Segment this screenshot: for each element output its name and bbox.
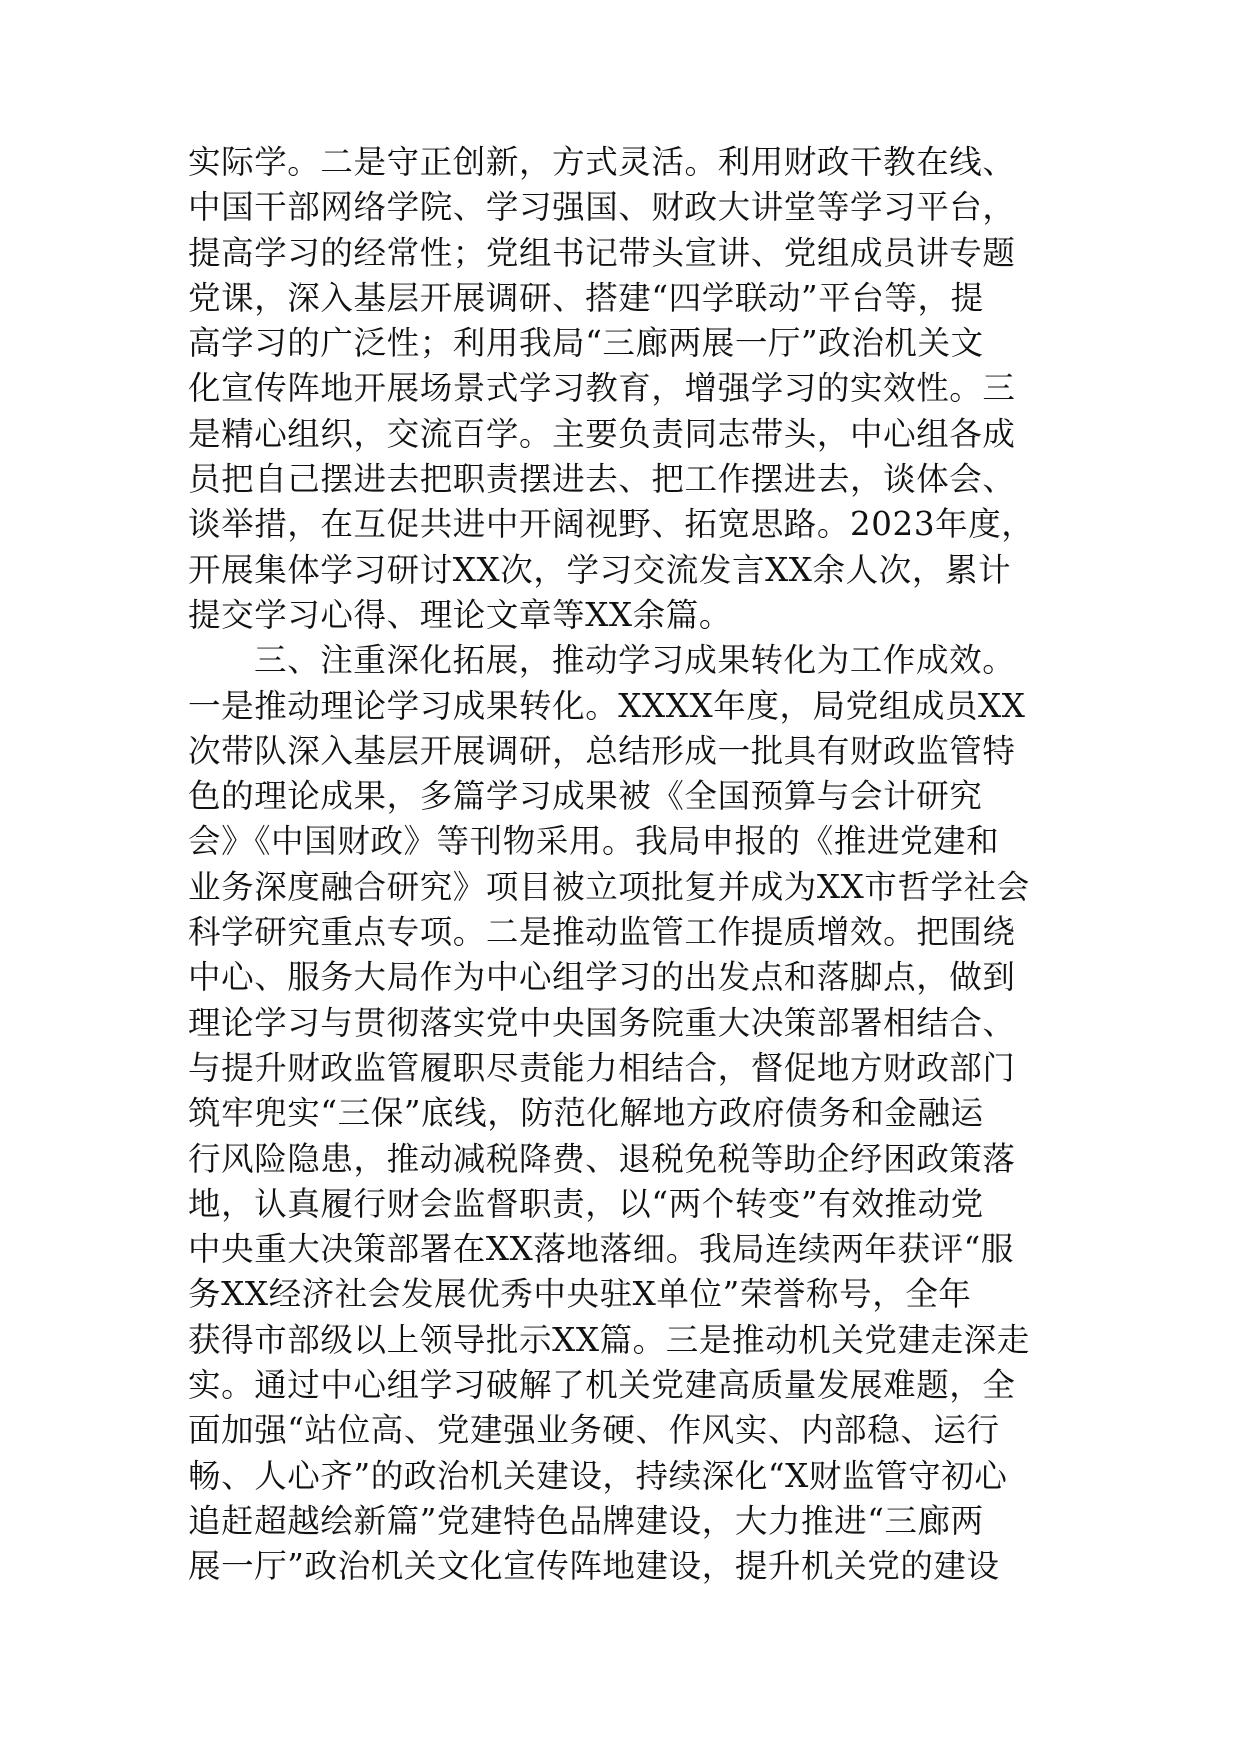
text-line: 色的理论成果，多篇学习成果被《全国预算与会计研究 <box>188 777 983 816</box>
text-line: 次带队深入基层开展调研，总结形成一批具有财政监管特 <box>188 731 1016 770</box>
text-line: 提交学习心得、理论文章等XX余篇。 <box>188 595 732 634</box>
text-line: 与提升财政监管履职尽责能力相结合，督促地方财政部门 <box>188 1048 1016 1087</box>
text-line: 党课，深入基层开展调研、搭建“四学联动”平台等，提 <box>188 278 984 317</box>
text-line: 科学研究重点专项。二是推动监管工作提质增效。把围绕 <box>188 913 1016 952</box>
text-line: 高学习的广泛性；利用我局“三廊两展一厅”政治机关文 <box>188 324 984 363</box>
text-line: 展一厅”政治机关文化宣传阵地建设，提升机关党的建设 <box>188 1547 1000 1586</box>
text-line: 会》《中国财政》等刊物采用。我局申报的《推进党建和 <box>188 822 1000 861</box>
text-line: 获得市部级以上领导批示XX篇。三是推动机关党建走深走 <box>188 1320 1030 1359</box>
text-line: 员把自己摆进去把职责摆进去、把工作摆进去，谈体会、 <box>188 460 1016 499</box>
text-line: 理论学习与贯彻落实党中央国务院重大决策部署相结合、 <box>188 1003 1016 1042</box>
text-line: 开展集体学习研讨XX次，学习交流发言XX余人次，累计 <box>188 550 1012 589</box>
section-heading-line: 三、注重深化拓展，推动学习成果转化为工作成效。 <box>254 641 1016 680</box>
text-line: 提高学习的经常性；党组书记带头宣讲、党组成员讲专题 <box>188 233 1016 272</box>
text-line: 地，认真履行财会监督职责，以“两个转变”有效推动党 <box>188 1184 984 1223</box>
text-line: 实。通过中心组学习破解了机关党建高质量发展难题，全 <box>188 1366 1016 1405</box>
text-line: 筑牢兜实“三保”底线，防范化解地方政府债务和金融运 <box>188 1094 984 1133</box>
text-line: 业务深度融合研究》项目被立项批复并成为XX市哲学社会 <box>188 867 1030 906</box>
text-line: 是精心组织，交流百学。主要负责同志带头，中心组各成 <box>188 414 1016 453</box>
text-line: 中心、服务大局作为中心组学习的出发点和落脚点，做到 <box>188 958 1016 997</box>
text-line: 面加强“站位高、党建强业务硬、作风实、内部稳、运行 <box>188 1411 1000 1450</box>
document-body <box>188 140 1060 1590</box>
text-line: 一是推动理论学习成果转化。XXXX年度，局党组成员XX <box>188 686 1026 725</box>
text-line: 务XX经济社会发展优秀中央驻X单位”荣誉称号，全年 <box>188 1275 972 1314</box>
text-line: 追赶超越绘新篇”党建特色品牌建设，大力推进“三廊两 <box>188 1501 984 1540</box>
text-line: 中国干部网络学院、学习强国、财政大讲堂等学习平台， <box>188 188 1016 227</box>
text-line: 畅、人心齐”的政治机关建设，持续深化“X财监管守初心 <box>188 1456 1008 1495</box>
text-line: 行风险隐患，推动减税降费、退税免税等助企纾困政策落 <box>188 1139 1016 1178</box>
text-line: 谈举措，在互促共进中开阔视野、拓宽思路。2023年度， <box>188 505 1035 544</box>
text-line: 实际学。二是守正创新，方式灵活。利用财政干教在线、 <box>188 143 1016 181</box>
text-line: 化宣传阵地开展场景式学习教育，增强学习的实效性。三 <box>188 369 1016 408</box>
text-line: 中央重大决策部署在XX落地落细。我局连续两年获评“服 <box>188 1230 1014 1269</box>
